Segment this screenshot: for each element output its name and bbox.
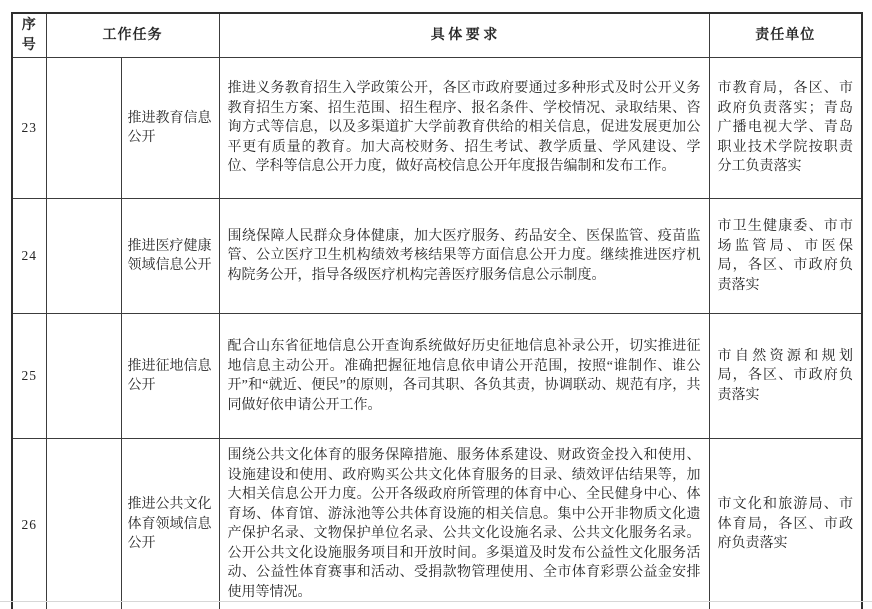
unit-cell: 市文化和旅游局、市体育局，各区、市政府负责落实 [709, 439, 862, 609]
column-header-task: 工作任务 [46, 13, 219, 58]
task-cell: 推进教育信息公开 [121, 58, 219, 199]
column-header-requirements: 具 体 要 求 [219, 13, 709, 58]
page-edge-artifact [0, 601, 872, 602]
requirements-cell: 围绕保障人民群众身体健康，加大医疗服务、药品安全、医保监管、疫苗监管、公立医疗卫生机构绩效考核结果等方面信息公开力度。继续推进医疗机构院务公开，指导各级医疗机构完善医疗服务信息公示制度。 [219, 199, 709, 314]
unit-cell: 市自然资源和规划局，各区、市政府负责落实 [709, 314, 862, 439]
category-cell [46, 314, 121, 439]
column-header-number: 序号 [12, 13, 46, 58]
row-number-cell: 25 [12, 314, 46, 439]
category-cell [46, 439, 121, 609]
unit-cell: 市卫生健康委、市市场监管局、市医保局，各区、市政府负责落实 [709, 199, 862, 314]
category-cell [46, 58, 121, 199]
requirements-cell: 配合山东省征地信息公开查询系统做好历史征地信息补录公开，切实推进征地信息主动公开。准确把握征地信息依申请公开范围，按照“谁制作、谁公开”和“就近、便民”的原则，各司其职、各负其责，协调联动、规范有序，共同做好依申请公开工作。 [219, 314, 709, 439]
requirements-cell: 围绕公共文化体育的服务保障措施、服务体系建设、财政资金投入和使用、设施建设和使用、政府购买公共文化体育服务的目录、绩效评估结果等，加大相关信息公开力度。公开各级政府所管理的体育中心、全民健身中心、体育场、体育馆、游泳池等公共体育设施的相关信息。集中公开非物质文化遗产保护名录、文物保护单位名录、公共文化设施名录、公共文化服务名录。公开公共文化设施服务项目和开放时间。多渠道及时发布公益性文化服务活动、公益性体育赛事和活动、受捐款物管理使用、全市体育彩票公益金安排使用等情况。 [219, 439, 709, 609]
task-cell: 推进公共文化体育领域信息公开 [121, 439, 219, 609]
requirements-cell: 推进义务教育招生入学政策公开，各区市政府要通过多种形式及时公开义务教育招生方案、招生范围、招生程序、报名条件、学校情况、录取结果、咨询方式等信息，以及多渠道扩大学前教育供给的相关信息，促进发展更加公平更有质量的教育。加大高校财务、招生考试、教学质量、学风建设、学位、学科等信息公开力度，做好高校信息公开年度报告编制和发布工作。 [219, 58, 709, 199]
table-row [12, 58, 862, 199]
category-cell [46, 199, 121, 314]
row-number-cell: 24 [12, 199, 46, 314]
unit-cell: 市教育局，各区、市政府负责落实；青岛广播电视大学、青岛职业技术学院按职责分工负责落实 [709, 58, 862, 199]
header-row [12, 13, 862, 58]
row-number-cell: 26 [12, 439, 46, 609]
table-row [12, 439, 862, 609]
task-cell: 推进征地信息公开 [121, 314, 219, 439]
task-cell: 推进医疗健康领域信息公开 [121, 199, 219, 314]
work-task-table [11, 12, 863, 609]
table-row [12, 314, 862, 439]
row-number-cell: 23 [12, 58, 46, 199]
column-header-unit: 责任单位 [709, 13, 862, 58]
table-row [12, 199, 862, 314]
